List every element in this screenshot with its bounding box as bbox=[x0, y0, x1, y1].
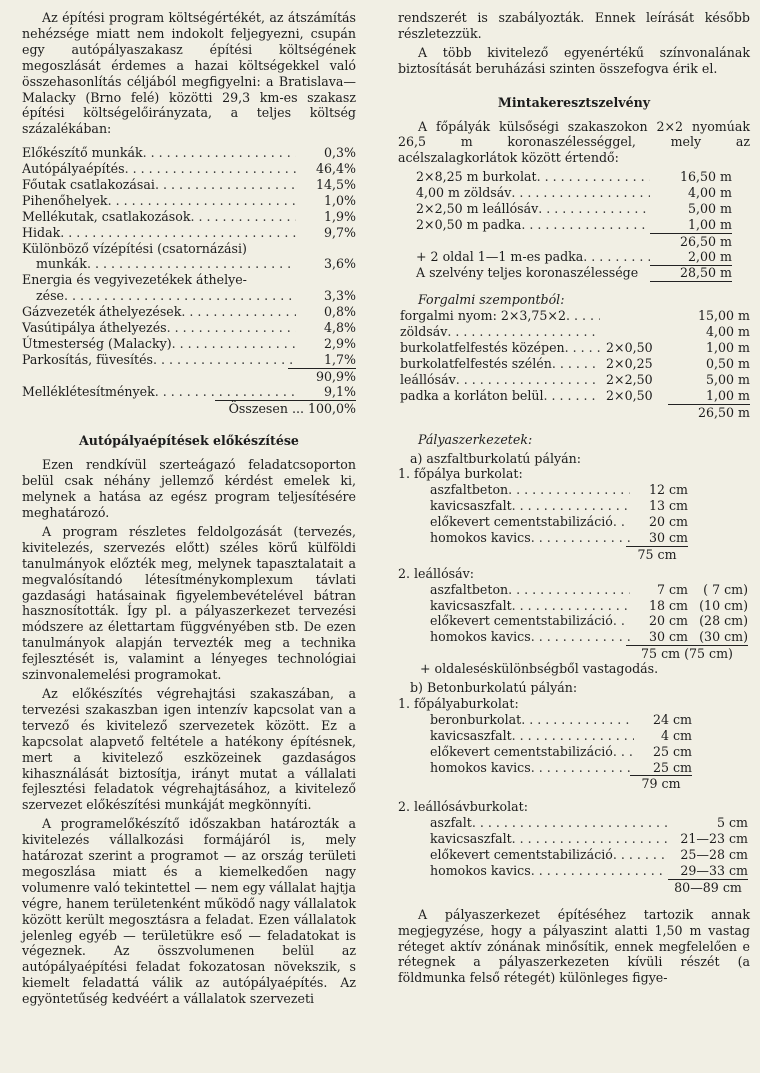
a2-sum-row bbox=[430, 645, 748, 661]
traffic-row-label: leállósáv bbox=[400, 371, 456, 387]
paragraph-4: A programelőkészítő időszakban határozták a kivitelezés vállalkozási formájáról is, mely határozat szerint a programot — az ország területi megoszlása miatt és a kiemelkedően nagy volumenre való tekintettel — nem egy vállalat hajtja végre, hanem területenként működő nagy vállalatok között került megosztásra a feladat. Ezen vállalatok jelenleg egyéb — területükre eső — feladatokat is végeznek. Az összvolumenen belül az autópályaépítési feladat fokozatosan növekszik, s kiemelt feladattá válik az autópályaépítés. Az egyöntetűség kedvéért a vállalatok szervezeti bbox=[22, 816, 356, 1007]
cost-row-label: Gázvezeték áthelyezések bbox=[22, 304, 182, 320]
a2-row-alt-value: ( 7 cm) bbox=[703, 581, 748, 597]
cost-subtotal: 90,9% bbox=[288, 368, 356, 385]
cost-table bbox=[22, 145, 356, 415]
a2-row-value: 7 cm bbox=[656, 581, 688, 597]
cost-total: Összesen ... 100,0% bbox=[215, 400, 356, 417]
cross-total-value: 28,50 m bbox=[650, 265, 732, 282]
cost-row-value: 4,8% bbox=[324, 320, 356, 336]
cross-total-label: A szelvény teljes koronaszélessége bbox=[416, 264, 639, 280]
cost-row-value: 0,8% bbox=[324, 304, 356, 320]
cost-row-label: Parkosítás, füvesítés bbox=[22, 351, 153, 367]
cost-row bbox=[22, 272, 356, 288]
leader-dots bbox=[613, 847, 668, 863]
leader-dots bbox=[537, 169, 650, 185]
leader-dots bbox=[447, 324, 600, 340]
b1-row-label: homokos kavics bbox=[430, 759, 531, 775]
a1-row-label: aszfaltbeton bbox=[430, 482, 509, 498]
a2-row-alt-value: (28 cm) bbox=[699, 613, 748, 629]
leader-dots bbox=[613, 744, 634, 760]
leader-dots bbox=[552, 356, 600, 372]
cost-row bbox=[22, 336, 356, 352]
leader-dots bbox=[167, 320, 296, 336]
a1-row bbox=[430, 530, 688, 546]
leader-dots bbox=[531, 760, 634, 776]
cost-row-label: Előkészítő munkák bbox=[22, 145, 143, 161]
leader-dots bbox=[143, 145, 296, 161]
cross-rows bbox=[416, 169, 732, 233]
cross-sum-row bbox=[416, 233, 732, 249]
cost-extra-value: 9,1% bbox=[324, 383, 356, 399]
traffic-row bbox=[400, 372, 750, 388]
traffic-row-value: 4,00 m bbox=[706, 324, 750, 340]
b2-row bbox=[430, 863, 748, 879]
leader-dots bbox=[508, 482, 630, 498]
cross-extra-row bbox=[416, 249, 732, 265]
cost-row-label: Különböző vízépítési (csatornázási) bbox=[22, 240, 247, 256]
cross-row-label: 2×0,50 m padka bbox=[416, 216, 522, 232]
a1-row-label: előkevert cementstabilizáció bbox=[430, 514, 613, 530]
cross-sum: 26,50 m bbox=[650, 233, 732, 250]
traffic-row-value: 1,00 m bbox=[706, 387, 750, 403]
b1-row-value: 4 cm bbox=[660, 727, 692, 743]
b2-row-label: homokos kavics bbox=[430, 862, 531, 878]
leader-dots bbox=[531, 863, 668, 879]
asphalt-shoulder-table bbox=[398, 582, 748, 661]
b1-row bbox=[430, 760, 692, 776]
leader-dots bbox=[544, 388, 601, 404]
asphalt-main-heading: 1. főpálya burkolat: bbox=[398, 466, 523, 482]
leader-dots bbox=[172, 336, 296, 352]
b2-row-value: 29—33 cm bbox=[680, 862, 748, 878]
traffic-row-multiplier: 2×0,50 bbox=[606, 340, 653, 356]
cost-row-value: 0,3% bbox=[324, 145, 356, 161]
leader-dots bbox=[108, 193, 296, 209]
b2-sum: 80—89 cm bbox=[668, 879, 748, 896]
b1-sum-row bbox=[430, 775, 692, 791]
b2-row-label: aszfalt bbox=[430, 815, 472, 831]
a2-row-label: homokos kavics bbox=[430, 629, 531, 645]
traffic-sum-row bbox=[400, 404, 750, 420]
cost-row-label: Energia és vegyivezetékek áthelye- bbox=[22, 272, 247, 288]
a2-note: + oldaleséskülönbségből vastagodás. bbox=[420, 661, 659, 677]
leader-dots bbox=[155, 177, 296, 193]
traffic-row bbox=[400, 324, 750, 340]
cost-row-label: Főutak csatlakozásai bbox=[22, 177, 155, 193]
cost-row-label: Útmesterség (Malacky) bbox=[22, 335, 172, 351]
traffic-row bbox=[400, 340, 750, 356]
b2-row bbox=[430, 815, 748, 831]
b2-row-value: 5 cm bbox=[716, 815, 748, 831]
right-paragraph-1: rendszerét is szabályozták. Ennek leírását később részletezzük. bbox=[398, 10, 750, 41]
cross-row bbox=[416, 185, 732, 201]
a1-sum-row bbox=[430, 546, 688, 562]
b1-rows bbox=[430, 712, 692, 776]
leader-dots bbox=[456, 372, 600, 388]
cost-row bbox=[22, 209, 356, 225]
cross-row bbox=[416, 217, 732, 233]
a1-row bbox=[430, 498, 688, 514]
right-column bbox=[398, 10, 750, 986]
leader-dots bbox=[565, 340, 600, 356]
traffic-heading: Forgalmi szempontból: bbox=[418, 292, 565, 308]
leader-dots bbox=[87, 256, 296, 272]
paragraph-1: Ezen rendkívül szerteágazó feladatcsoporton belül csak néhány jellemző kérdést emelek ki, melynek a hatása az egész program teljesítésére meghatározó. bbox=[22, 457, 356, 521]
leader-dots bbox=[508, 582, 630, 598]
traffic-row-value: 5,00 m bbox=[706, 371, 750, 387]
cost-extra-row bbox=[22, 384, 356, 400]
leader-dots bbox=[613, 613, 630, 629]
a1-row-value: 12 cm bbox=[648, 482, 688, 498]
cost-row-label-cont: munkák bbox=[36, 256, 87, 272]
a1-row bbox=[430, 482, 688, 498]
leader-dots bbox=[521, 712, 634, 728]
structures-heading: Pályaszerkezetek: bbox=[418, 431, 533, 447]
cost-row-value: 2,9% bbox=[324, 335, 356, 351]
asphalt-shoulder-heading: 2. leállósáv: bbox=[398, 565, 474, 581]
cost-row-label: Hidak bbox=[22, 224, 61, 240]
a2-rows bbox=[430, 582, 748, 646]
b2-row-label: előkevert cementstabilizáció bbox=[430, 847, 613, 863]
b1-row bbox=[430, 744, 692, 760]
cost-row bbox=[22, 161, 356, 177]
cost-row bbox=[22, 225, 356, 241]
closing-paragraph: A pályaszerkezet építéséhez tartozik annak megjegyzése, hogy a pályaszint alatti 1,50 m vastag réteget aktív zónának minősítik, ennek megfelelően e rétegnek a pályaszerkezeten kívüli részét (a földmunka felső rétegét) különleges figye- bbox=[398, 906, 750, 986]
a2-sum: 75 cm (75 cm) bbox=[626, 645, 748, 662]
cross-row-label: 2×8,25 m burkolat bbox=[416, 169, 537, 185]
asphalt-main-table bbox=[398, 482, 688, 561]
a2-row-label: előkevert cementstabilizáció bbox=[430, 613, 613, 629]
leader-dots bbox=[190, 209, 296, 225]
traffic-row-label: burkolatfelfestés szélén bbox=[400, 356, 552, 372]
cost-row-value: 46,4% bbox=[315, 161, 356, 177]
leader-dots bbox=[181, 304, 296, 320]
traffic-row-value: 0,50 m bbox=[706, 356, 750, 372]
cross-section-table bbox=[416, 169, 732, 280]
a1-row bbox=[430, 514, 688, 530]
traffic-table bbox=[400, 308, 750, 419]
traffic-row-value: 1,00 m bbox=[706, 340, 750, 356]
cost-extra-label: Melléklétesítmények bbox=[22, 383, 155, 399]
a2-row bbox=[430, 582, 748, 598]
leader-dots bbox=[512, 831, 668, 847]
b2-sum-row bbox=[430, 879, 748, 895]
a1-rows bbox=[430, 482, 688, 546]
traffic-row bbox=[400, 308, 750, 324]
cross-row-value: 16,50 m bbox=[680, 169, 732, 185]
cost-row-value: 9,7% bbox=[324, 224, 356, 240]
cost-row-value: 3,6% bbox=[324, 256, 356, 272]
section-heading-cross-section: Mintakeresztszelvény bbox=[497, 94, 651, 110]
a1-sum: 75 cm bbox=[626, 546, 688, 563]
a2-row-label: kavicsaszfalt bbox=[430, 597, 512, 613]
leader-dots bbox=[521, 217, 650, 233]
cost-row-label: Mellékutak, csatlakozások bbox=[22, 208, 191, 224]
cost-row bbox=[22, 320, 356, 336]
cross-total-row bbox=[416, 265, 732, 281]
a2-row-alt-value: (30 cm) bbox=[699, 629, 748, 645]
cost-row bbox=[22, 256, 356, 272]
cross-extra-value: 2,00 m bbox=[650, 249, 732, 266]
b2-row bbox=[430, 831, 748, 847]
cross-row-label: 4,00 m zöldsáv bbox=[416, 185, 512, 201]
a2-row-value: 30 cm bbox=[648, 629, 688, 645]
a2-row-label: aszfaltbeton bbox=[430, 581, 509, 597]
cost-row bbox=[22, 145, 356, 161]
b1-sum: 79 cm bbox=[630, 775, 692, 792]
traffic-row-label: forgalmi nyom: 2×3,75×2 bbox=[400, 308, 567, 324]
traffic-rows bbox=[400, 308, 750, 403]
leader-dots bbox=[512, 498, 630, 514]
b2-row-label: kavicsaszfalt bbox=[430, 831, 512, 847]
cross-row-value: 5,00 m bbox=[688, 201, 732, 217]
cost-row-label-cont: zése bbox=[36, 288, 65, 304]
a2-row-value: 18 cm bbox=[648, 597, 688, 613]
cost-row-value: 1,7% bbox=[296, 352, 356, 369]
paragraph-2: A program részletes feldolgozását (tervezés, kivitelezés, szervezés előtt) széles körű külföldi tanulmányok előzték meg, melynek tapasztalatait a megvalósítandó létesítménykomplexum távlati gazdasági hatásainak figyelembevételével bátran hasznosították. Így pl. a pályaszerkezet tervezési módszere az élettartam függvényében stb. De ezen tanulmányok alapján tervezték meg a technika fejlesztését is, valamint a lényeges technológiai szinvonalemelési programokat. bbox=[22, 523, 356, 683]
a2-row-value: 20 cm bbox=[648, 613, 688, 629]
cost-row-label: Vasútipálya áthelyezés bbox=[22, 320, 167, 336]
cost-row-value: 1,0% bbox=[324, 192, 356, 208]
leader-dots bbox=[511, 185, 650, 201]
traffic-row bbox=[400, 388, 750, 404]
cost-row-value: 3,3% bbox=[324, 288, 356, 304]
leader-dots bbox=[512, 598, 630, 614]
a2-row-alt-value: (10 cm) bbox=[699, 597, 748, 613]
b2-row-value: 25—28 cm bbox=[680, 847, 748, 863]
left-column bbox=[22, 10, 356, 1007]
cost-row bbox=[22, 304, 356, 320]
b2-rows bbox=[430, 815, 748, 879]
traffic-row bbox=[400, 356, 750, 372]
cost-row-value: 14,5% bbox=[315, 177, 356, 193]
concrete-shoulder-table bbox=[398, 815, 748, 894]
cost-row bbox=[22, 288, 356, 304]
intro-paragraph: Az építési program költségértékét, az átszámítás nehézsége miatt nem indokolt feljegyezni, csupán egy autópályaszakasz építési költségének megoszlását érdemes a hazai költségekkel való összehasonlítás céljából megfigyelni: a Bratislava—Malacky (Brno felé) közötti 29,3 km-es szakasz építési költségelőirányzata, a teljes költség százalékában: bbox=[22, 10, 356, 137]
leader-dots bbox=[125, 161, 296, 177]
b1-row-label: előkevert cementstabilizáció bbox=[430, 743, 613, 759]
cross-extra-label: + 2 oldal 1—1 m-es padka bbox=[416, 248, 584, 264]
a1-row-label: kavicsaszfalt bbox=[430, 498, 512, 514]
a1-row-value: 30 cm bbox=[648, 530, 688, 546]
cross-section-paragraph: A főpályák külsőségi szakaszokon 2×2 nyomúak 26,5 m koronaszélességgel, mely az acélszalagkorlátok között értendő: bbox=[398, 118, 750, 166]
leader-dots bbox=[512, 728, 634, 744]
b1-row-label: beronburkolat bbox=[430, 711, 522, 727]
cost-row bbox=[22, 193, 356, 209]
cost-rows bbox=[22, 145, 356, 367]
cross-row-value: 1,00 m bbox=[688, 216, 732, 232]
b1-row-value: 25 cm bbox=[652, 759, 692, 775]
b1-row bbox=[430, 728, 692, 744]
traffic-row-multiplier: 2×0,50 bbox=[606, 387, 653, 403]
cost-row bbox=[22, 177, 356, 193]
leader-dots bbox=[153, 352, 296, 368]
b1-row-value: 25 cm bbox=[652, 743, 692, 759]
cost-row-label: Pihenőhelyek bbox=[22, 192, 108, 208]
traffic-row-label: zöldsáv bbox=[400, 324, 448, 340]
traffic-row-multiplier: 2×0,25 bbox=[606, 356, 653, 372]
traffic-row-label: padka a korláton belül bbox=[400, 387, 544, 403]
b1-row bbox=[430, 712, 692, 728]
cross-row-value: 4,00 m bbox=[688, 185, 732, 201]
concrete-main-table bbox=[398, 712, 692, 791]
concrete-heading: b) Betonburkolatú pályán: bbox=[410, 680, 578, 696]
b1-row-value: 24 cm bbox=[652, 711, 692, 727]
traffic-sum: 26,50 m bbox=[668, 404, 750, 421]
cross-row bbox=[416, 201, 732, 217]
cost-row-label: Autópályaépítés bbox=[22, 161, 125, 177]
a1-row-value: 13 cm bbox=[648, 498, 688, 514]
asphalt-heading: a) aszfaltburkolatú pályán: bbox=[410, 450, 581, 466]
a2-row bbox=[430, 613, 748, 629]
leader-dots bbox=[538, 201, 650, 217]
leader-dots bbox=[566, 308, 600, 324]
a1-row-label: homokos kavics bbox=[430, 530, 531, 546]
b1-row-label: kavicsaszfalt bbox=[430, 727, 512, 743]
a2-row bbox=[430, 629, 748, 645]
concrete-main-heading: 1. főpályaburkolat: bbox=[398, 695, 519, 711]
cost-row-value: 1,9% bbox=[324, 208, 356, 224]
a1-row-value: 20 cm bbox=[648, 514, 688, 530]
right-paragraph-2: A több kivitelező egyenértékű színvonalának biztosítását beruházási szinten összefogva érik el. bbox=[398, 44, 750, 76]
leader-dots bbox=[64, 288, 296, 304]
cost-row bbox=[22, 241, 356, 257]
b2-row bbox=[430, 847, 748, 863]
leader-dots bbox=[613, 514, 630, 530]
cost-total-row bbox=[22, 400, 356, 416]
concrete-shoulder-heading: 2. leállósávburkolat: bbox=[398, 799, 528, 815]
traffic-row-label: burkolatfelfestés középen bbox=[400, 340, 565, 356]
traffic-row-value: 15,00 m bbox=[698, 308, 750, 324]
a2-row bbox=[430, 598, 748, 614]
cost-subtotal-row bbox=[22, 368, 356, 384]
leader-dots bbox=[531, 629, 630, 645]
paragraph-3: Az előkészítés végrehajtási szakaszában, a tervezési szakaszban igen intenzív kapcsolat van a tervező és kivitelező szervezetek között. Ez a kapcsolat alapvető feltétele a hatékony építésnek, mert a kivitelező eszközeinek gazdaságos kihasználását biztosítja, irányt mutat a vállalati fejlesztési feladatok végrehajtásához, a kivitelező szervezet előkészítési munkáját megkönnyíti. bbox=[22, 685, 356, 813]
leader-dots bbox=[531, 530, 630, 546]
section-heading-preparation: Autópályaépítések előkészítése bbox=[79, 433, 299, 449]
leader-dots bbox=[472, 815, 668, 831]
cross-row bbox=[416, 169, 732, 185]
b2-row-value: 21—23 cm bbox=[680, 831, 748, 847]
cost-row bbox=[22, 352, 356, 368]
leader-dots bbox=[60, 225, 296, 241]
cross-row-label: 2×2,50 m leállósáv bbox=[416, 201, 539, 217]
traffic-row-multiplier: 2×2,50 bbox=[606, 371, 653, 387]
